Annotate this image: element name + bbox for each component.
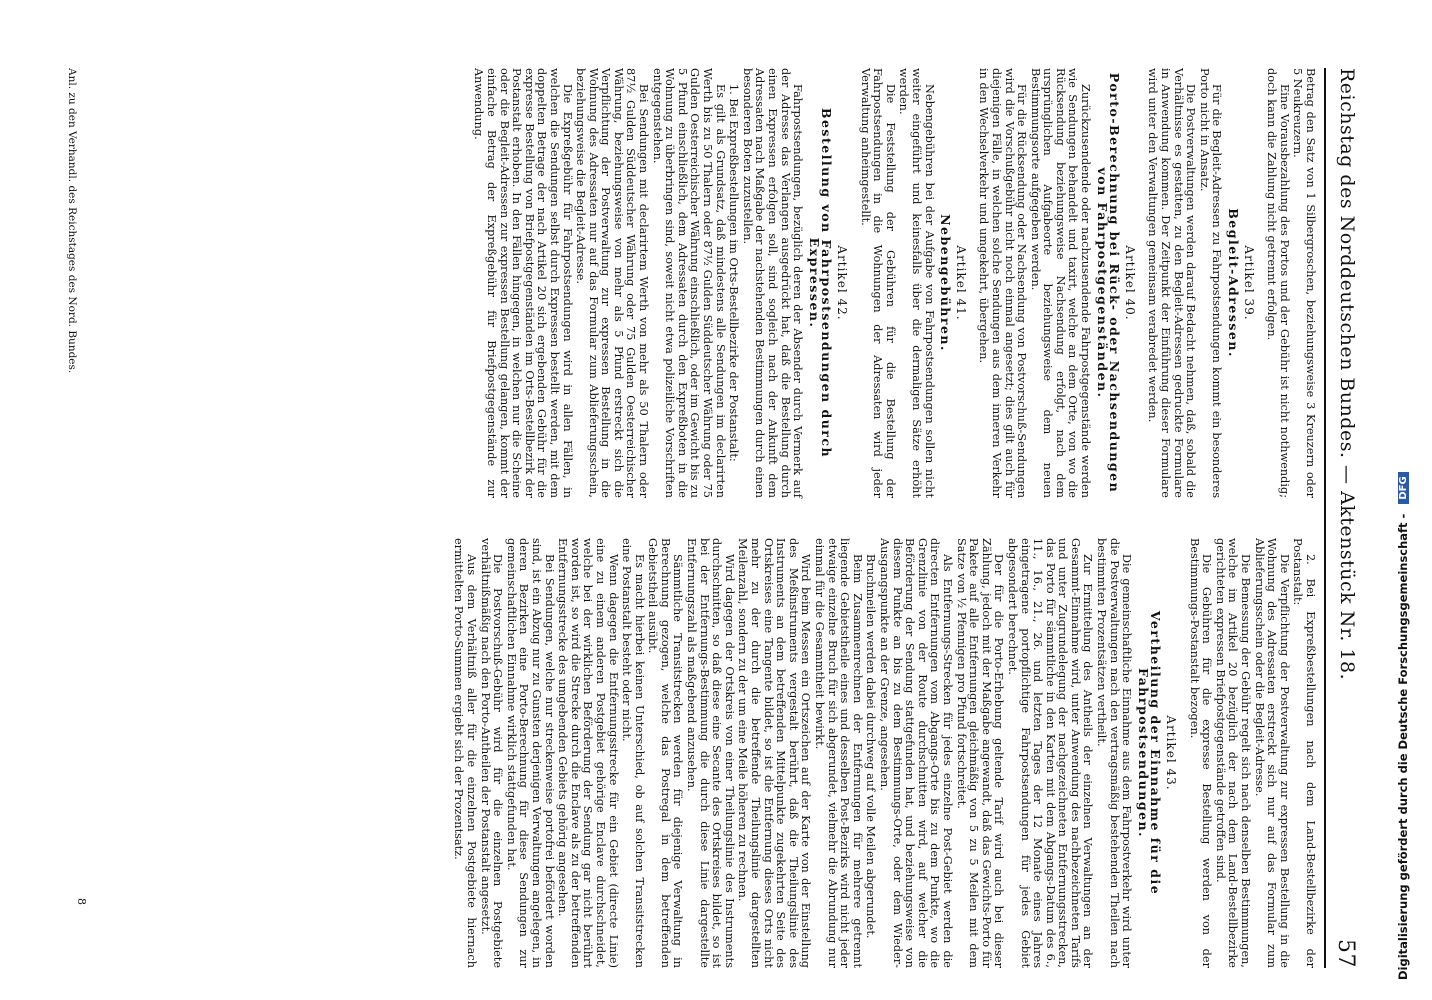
article-heading: Bestellung von Fahrpostsendungen durch Expressen. bbox=[806, 107, 835, 459]
article-number: Artikel 41. bbox=[953, 245, 968, 321]
paragraph: Sämmtliche Transitstrecken werden für diejenige Verwaltung in Berechnung gezogen, welche das Postregal in dem betreffenden Gebietstheil ausübt. bbox=[646, 538, 685, 968]
signature-mark: 8 bbox=[75, 898, 88, 905]
paragraph: Die Postvorschuß-Gebühr wird für die einzelnen Postgebiete verhältnißmäßig nach den Porto-Antheilen der Postanstalt angesetzt. bbox=[478, 538, 505, 968]
article-heading: Porto-Berechnung bei Rück- oder Nachsendungen von Fahrpostgegenständen. bbox=[1094, 72, 1123, 494]
paragraph: Die Bemessung der Gebühr regelt sich nach denselben Bestimmungen, welche im Artikel 20 bezüglich der nach dem Land-Bestellbezirke gerichteten expressen Briefpostgegenstände getroffen sind. bbox=[1213, 538, 1253, 968]
rotated-document-page bbox=[60, 68, 1360, 968]
dfg-logo: DFG bbox=[1398, 472, 1409, 503]
paragraph: Es gilt als Grundsatz, daß mindestens alle Sendungen im declarirten Werth bis zu 50 Thalern oder 87½ Gulden Süddeutscher Währung oder 75 Gulden Oesterreichischer Währung einschließlich, oder im Gewicht bis zu 5 Pfund einschließlich, dem Adressaten durch den Expreßboten in die Wohnung zu überbringen sind, soweit nicht etwa polizeiliche Vorschriften entgegenstehen. bbox=[650, 68, 727, 498]
paragraph: Die Postverwaltungen werden darauf Bedacht nehmen, daß, sobald die Verhältnisse es gestatten, zu den Begleit-Adressen gedruckte Formulare in Anwendung kommen. Der Zeitpunkt der Einführung dieser Formulare wird unter den Verwaltungen gemeinsam verabredet werden. bbox=[1146, 68, 1198, 498]
page-header bbox=[1326, 68, 1360, 968]
article-heading: Vertheilung der Einnahme für die Fahrpostsendungen. bbox=[1135, 610, 1164, 896]
paragraph: Nebengebühren bei der Aufgabe von Fahrpostsendungen sollen nicht weiter eingeführt und keinesfalls über die dermaligen Sätze erhöht werden. bbox=[897, 68, 936, 498]
paragraph: Wenn dagegen die Entfernungsstrecke für ein Gebiet (directe Linie) eine zu einem anderen Postgebiet gehörige Enclave durchschneidet, welche bei der wirklichen Beförderung der Sendung gar nicht berührt worden ist, so wird die Strecke durch die Enclave als zu der betreffenden Entfernungsstrecke des umgebenden Gebiets gehörig angesehen. bbox=[556, 538, 620, 968]
paragraph: Für die Rücksendung oder Nachsendung von Postvorschuß-Sendungen wird die Vorschußgebühr nicht noch einmal angesetzt; dies gilt auch für diejenigen Fälle, in welchen solche Sendungen aus dem inneren Verkehr in den Wechselverkehr und umgekehrt, übergehen. bbox=[977, 68, 1029, 498]
credit-text: Digitalisierung gefördert durch die Deutsche Forschungsgemeinschaft - bbox=[1396, 513, 1410, 980]
paragraph: Beim Zusammenrechnen der Entfernungen für mehrere getrennt liegende Gebietstheile eines und desselben Post-Bezirks wird nicht jeder etwaige einzelne Bruch für sich abgerundet, vielmehr die Abrundung nur einmal für die Gesammtheit bewirkt. bbox=[813, 538, 864, 968]
paragraph: Bruchmeilen werden dabei durchweg auf volle Meilen abgerundet. bbox=[864, 554, 878, 939]
paragraph: Der für die Porto-Erhebung geltende Tarif wird auch bei dieser Zählung, jedoch mit der Maßgabe angewandt, daß das Gewichts-Porto für Pakete auf alle Entfernungen gleichmäßig von 5 zu 5 Meilen mit dem Satze von ½ Pfennigen pro Pfund fortschreitet. bbox=[954, 538, 1006, 968]
article-number: Artikel 42. bbox=[835, 245, 849, 321]
article-heading: Begleit-Adressen. bbox=[1226, 208, 1242, 358]
article-heading: Nebengebühren. bbox=[938, 214, 954, 352]
left-text-column bbox=[471, 68, 1316, 498]
article-number: Artikel 39. bbox=[1241, 245, 1256, 321]
article-number: Artikel 43. bbox=[1164, 715, 1179, 791]
right-text-column bbox=[451, 538, 1316, 968]
header-rule bbox=[1324, 68, 1326, 968]
running-title: Reichstag des Norddeutschen Bundes. — Aktenstück Nr. 18. bbox=[1336, 68, 1358, 681]
article-number: Artikel 40. bbox=[1122, 245, 1137, 321]
paragraph: 1. Bei Expreßbestellungen im Orts-Bestellbezirke der Postanstalt: bbox=[727, 84, 741, 462]
paragraph: Zur Ermittelung des Antheils der einzelnen Verwaltungen an der Gesammt-Einnahme wird, unter Anwendung des nachbezeichneten Tarifs und unter Zugrundelegung der nachgezeichneten Entfernungsstrecken, das Porto für sämmtliche in den Karten mit dem Abgangs-Datum des 6., 11., 16., 21., 26. und letzten Tages der 12 Monate eines Jahres eingetragene portopflichtige Fahrpostsendungen für jedes Gebiet abgesondert berechnet. bbox=[1005, 538, 1095, 968]
page-number: 57 bbox=[1333, 939, 1358, 968]
paragraph: Fahrpostsendungen, bezüglich deren der Absender durch Vermerk auf der Adresse das Verlangen ausgedrückt hat, daß die Bestellung durch einen Expressen erfolgen soll, sind sogleich nach der Ankunft dem Adressaten nach Maßgabe der nachstehenden Bestimmungen durch einen besonderen Boten zuzustellen. bbox=[740, 68, 805, 498]
paragraph: Es macht hierbei keinen Unterschied, ob auf solchen Transitstrecken eine Postanstalt besteht oder nicht. bbox=[620, 538, 646, 968]
paragraph: Die Verpflichtung der Postverwaltung zur expressen Bestellung in die Wohnung des Adressaten erstreckt sich nur auf das Formular zum Ablieferungsschein oder die Begleit-Adresse. bbox=[1252, 538, 1291, 968]
footnote: Anl. zu den Verhandl. des Reichstages des Nord. Bundes. bbox=[66, 68, 78, 374]
paragraph: Wird dagegen der Ortskreis von einer Theilungslinie des Instruments durchschnitten, so daß diese eine Secante des Ortskreises bildet, so ist bei der Entfernungs-Bestimmung die durch diese Linie dargestellte Entfernungszahl als maßgebend anzusehen. bbox=[685, 538, 736, 968]
paragraph: Wird beim Messen ein Ortszeichen auf der Karte von der Einstellung des Meßinstruments vergestalt berührt, daß die Theilungslinie des Instruments an dem betreffenden Mittelpunkte zugekehrten Seite des Ortskreises eine Tangente bildet, so ist die Entfernung dieses Orts nicht mehr zu der durch die betreffende Theilungslinie dargestellten Meilenzahl, sondern zu der um eine Meile höheren zu rechnen. bbox=[736, 538, 813, 968]
paragraph: Bei Sendungen mit declarirtem Werth von mehr als 50 Thalern oder 87½ Gulden Süddeutscher Währung oder 75 Gulden Oesterreichischer Währung, beziehungsweise von mehr als 5 Pfund erstreckt sich die Verpflichtung der Postverwaltung zur expressen Bestellung in die Wohnung des Adressaten nur auf das Formular zum Ablieferungsschein, beziehungsweise die Begleit-Adresse. bbox=[574, 68, 651, 498]
paragraph: Bei Sendungen, welche nur streckenweise portofrei befördert worden sind, ist ein Abzug nur zu Gunsten derjenigen Verwaltungen angelegen, in deren Bezirken eine Porto-Berechnung für diese Sendungen zur gemeinschaftlichen Einnahme wirklich stattgefunden hat. bbox=[504, 538, 556, 968]
paragraph: Betrag den Satz von 1 Silbergroschen, beziehungsweise 3 Kreuzern oder 5 Neukreuzern. bbox=[1291, 68, 1317, 498]
paragraph: Für die Begleit-Adressen zu Fahrpostsendungen kommt ein besonderes Porto nicht in Ansatz. bbox=[1197, 68, 1224, 498]
paragraph: Die Feststellung der Gebühren für die Bestellung der Fahrpostsendungen in die Wohnungen der Adressaten wird jeder Verwaltung anheimgestellt. bbox=[858, 68, 897, 498]
paragraph: Die Gebühren für die expresse Bestellung werden von der Bestimmungs-Postanstalt bezogen. bbox=[1187, 538, 1214, 968]
paragraph: 2. Bei Expreßbestellungen nach dem Land-Bestellbezirke der Postanstalt: bbox=[1291, 538, 1317, 968]
paragraph: Als Entfernungs-Strecken für jedes einzelne Post-Gebiet werden die directen Entfernungen vom Abgangs-Orte bis zu dem Punkte, wo die Grenzlinie von der Route durchschnitten wird, auf welcher die Beförderung der Sendung stattgefunden hat, und beziehungsweise von diesem Punkte an bis zu dem Bestimmungs-Orte, oder dem Wieder-Ausgangspunkte an der Grenze, angesehen. bbox=[878, 538, 954, 968]
paragraph: Eine Vorausbezahlung des Portos und der Gebühr ist nicht nothwendig; doch kann die Zahlung nicht getrennt erfolgen. bbox=[1265, 68, 1291, 498]
paragraph: Die gemeinschaftliche Einnahme aus dem Fahrpostverkehr wird unter die Postverwaltungen nach den vertragsmäßig bestehenden Theilen nach bestimmten Prozentsätzen vertheilt. bbox=[1095, 538, 1134, 968]
digitization-credit bbox=[1396, 80, 1426, 980]
paragraph: Zurückzusendende oder nachzusendende Fahrpostgegenstände werden wie Sendungen behandelt und taxirt, welche an dem Orte, von wo die Rücksendung beziehungsweise Nachsendung erfolgt, nach dem ursprünglichen Aufgabeorte beziehungsweise dem neuen Bestimmungsorte aufgegeben werden. bbox=[1028, 68, 1093, 498]
paragraph: Die Expreßgebühr für Fahrpostsendungen wird in allen Fällen, in welchen die Sendungen selbst durch Expressen bestellt werden, mit dem doppelten Betrage der nach Artikel 20 sich ergebenden Gebühr für die expresse Bestellung von Briefpostgegenständen im Orts-Bestellbezirk der Postanstalt erhoben. In den Fällen hingegen, in welchen nur die Scheine oder die Begleit-Adressen zur expressen Bestellung gelangen, kommt der einfache Betrag der Expreßgebühr für Briefpostgegenstände zur Anwendung. bbox=[472, 68, 574, 498]
paragraph: Aus dem Verhältniß aller für die einzelnen Postgebiete hiernach ermittelten Porto-Summen ergiebt sich der Prozentsatz. bbox=[452, 538, 478, 968]
